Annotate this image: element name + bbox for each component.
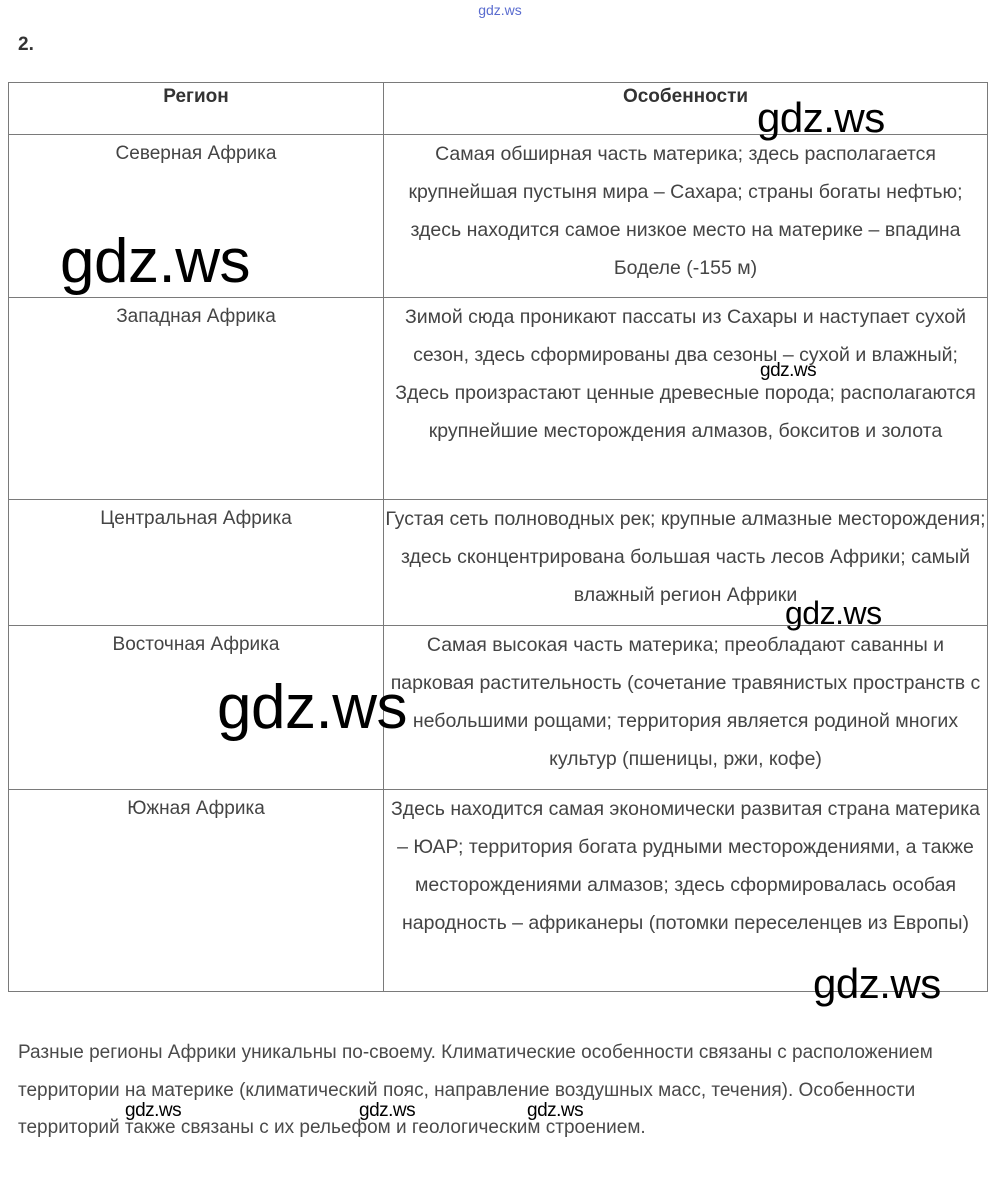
- region-cell: Северная Африка: [9, 135, 384, 298]
- column-header-features: Особенности: [384, 83, 988, 135]
- features-cell: Здесь находится самая экономически развитая страна материка – ЮАР; территория богата рудными месторождениями, а также месторождениями алмазов; здесь сформировалась особая народность – африканеры (потомки переселенцев из Европы): [384, 790, 988, 992]
- features-cell: Самая обширная часть материка; здесь располагается крупнейшая пустыня мира – Сахара; страны богаты нефтью; здесь находится самое низкое место на материке – впадина Боделе (-155 м): [384, 135, 988, 298]
- features-cell: Густая сеть полноводных рек; крупные алмазные месторождения; здесь сконцентрирована большая часть лесов Африки; самый влажный регион Африки: [384, 500, 988, 626]
- top-watermark: gdz.ws: [478, 2, 522, 18]
- features-cell: Зимой сюда проникают пассаты из Сахары и наступает сухой сезон, здесь сформированы два сезоны – сухой и влажный; Здесь произрастают ценные древесные порода; располагаются крупнейшие месторождения алмазов, бокситов и золота: [384, 298, 988, 500]
- features-cell: Самая высокая часть материка; преобладают саванны и парковая растительность (сочетание травянистых пространств с небольшими рощами; территория является родиной многих культур (пшеницы, ржи, кофе): [384, 626, 988, 790]
- watermark: gdz.ws: [813, 960, 941, 1007]
- watermark: gdz.ws: [60, 227, 250, 296]
- watermark: gdz.ws: [217, 673, 407, 742]
- table-row: [9, 298, 988, 500]
- watermark: gdz.ws: [785, 595, 882, 631]
- column-header-region: Регион: [9, 83, 384, 135]
- conclusion-paragraph: Разные регионы Африки уникальны по-своему. Климатические особенности связаны с расположением территории на материке (климатический пояс, направление воздушных масс, течения). Особенности территорий также связаны с их рельефом и геологическим строением.: [18, 1042, 933, 1138]
- watermark: gdz.ws: [527, 1100, 584, 1121]
- region-cell: Восточная Африка: [9, 626, 384, 790]
- watermark: gdz.ws: [760, 360, 817, 381]
- table-row: [9, 626, 988, 790]
- regions-table: [8, 82, 988, 992]
- watermark: gdz.ws: [359, 1100, 416, 1121]
- region-cell: Западная Африка: [9, 298, 384, 500]
- region-cell: Центральная Африка: [9, 500, 384, 626]
- region-cell: Южная Африка: [9, 790, 384, 992]
- watermark: gdz.ws: [125, 1100, 182, 1121]
- watermark: gdz.ws: [757, 94, 885, 141]
- task-number: 2.: [18, 34, 34, 55]
